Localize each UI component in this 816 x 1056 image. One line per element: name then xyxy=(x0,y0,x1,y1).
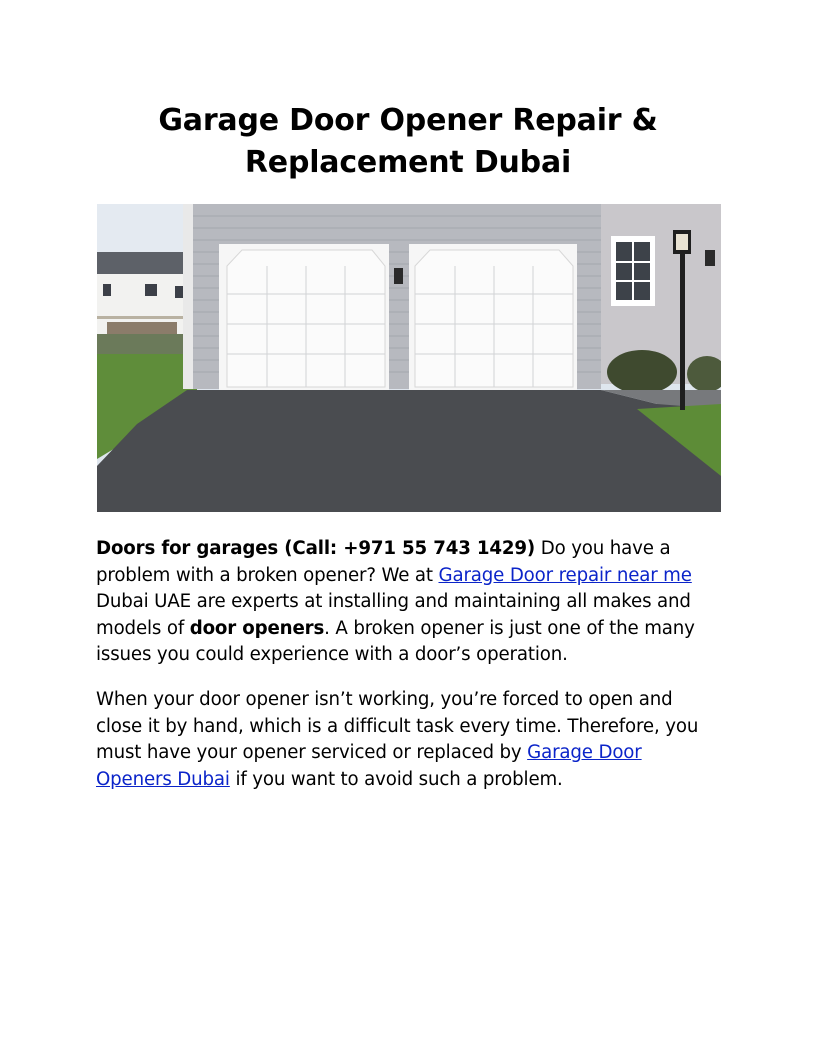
intro-paragraph xyxy=(96,536,722,669)
second-paragraph xyxy=(96,687,722,793)
second-text-2: if you want to avoid such a problem. xyxy=(229,768,563,790)
intro-text-2: Dubai UAE are experts at installing and maintaining all makes and models of xyxy=(96,591,691,639)
page-title xyxy=(96,100,720,184)
intro-text-3: . A broken opener is just one of the many issues you could experience with a door’s operation. xyxy=(96,617,695,665)
garage-door-photo xyxy=(97,204,721,512)
door-openers-bold: door openers xyxy=(189,617,325,639)
call-lead: Doors for garages (Call: +971 55 743 1429) xyxy=(96,538,536,559)
intro-text-1: Do you have a problem with a broken opener? We at xyxy=(96,538,671,586)
title-line-1: Garage Door Opener Repair & xyxy=(158,103,658,138)
garage-door-openers-link[interactable]: Garage Door Openers Dubai xyxy=(96,742,642,790)
title-line-2: Replacement Dubai xyxy=(244,145,572,180)
second-text-1: When your door opener isn’t working, you’re forced to open and close it by hand, which is a difficult task every time. Therefore, you must have your opener serviced or replaced by xyxy=(96,689,699,763)
garage-door-repair-link[interactable]: Garage Door repair near me xyxy=(438,564,692,586)
